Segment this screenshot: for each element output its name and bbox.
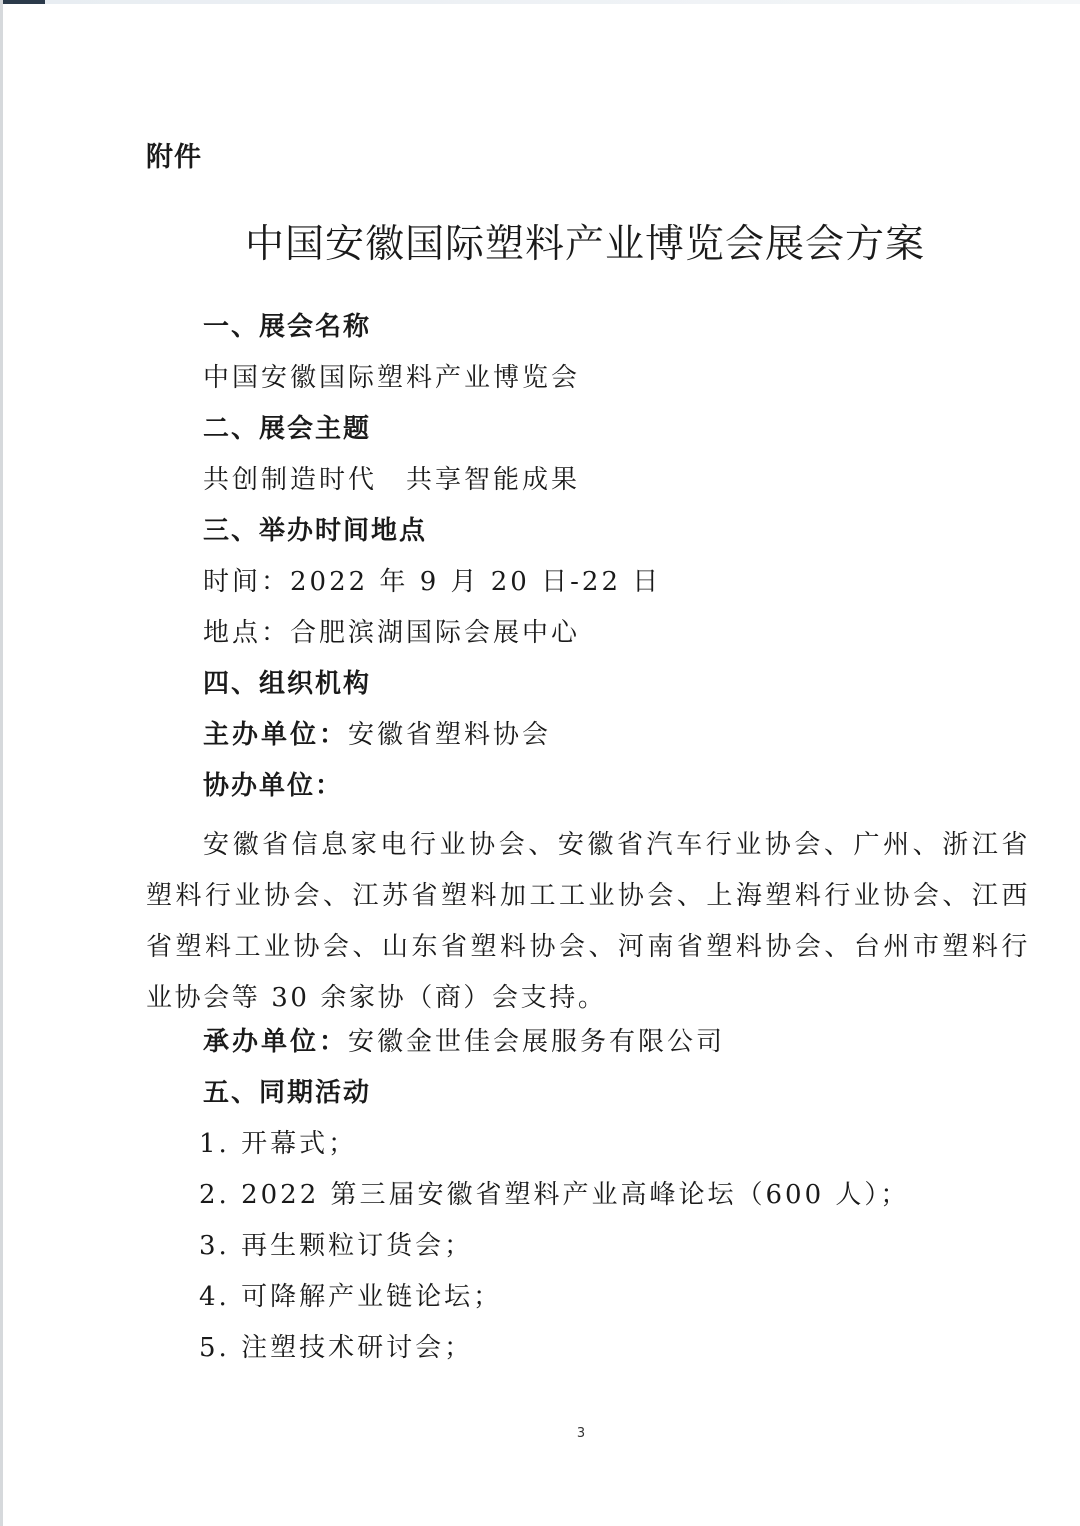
scan-top-edge	[0, 0, 1080, 4]
page-number: 3	[576, 1426, 586, 1441]
document-title: 中国安徽国际塑料产业博览会展会方案	[244, 222, 925, 267]
host-unit-label: 主办单位：	[203, 720, 349, 750]
expo-time: 时间：2022 年 9 月 20 日-22 日	[203, 567, 662, 597]
expo-theme: 共创制造时代 共享智能成果	[203, 465, 581, 495]
section-heading-activities: 五、同期活动	[203, 1078, 372, 1108]
organizer-unit	[203, 1025, 725, 1059]
expo-place: 地点：合肥滨湖国际会展中心	[203, 618, 581, 648]
organizer-unit-label: 承办单位：	[203, 1027, 349, 1057]
attachment-label: 附件	[146, 142, 202, 173]
co-unit-label: 协办单位：	[203, 771, 344, 801]
section-heading-theme: 二、展会主题	[203, 414, 372, 444]
activity-item: 1. 开幕式；	[199, 1129, 358, 1159]
host-unit-value: 安徽省塑料协会	[348, 720, 552, 750]
co-unit-paragraph: 安徽省信息家电行业协会、安徽省汽车行业协会、广州、浙江省塑料行业协会、江苏省塑料加工工业协会、上海塑料行业协会、江西省塑料工业协会、山东省塑料协会、河南省塑料协会、台州市塑料行业协会等 30 余家协（商）会支持。	[146, 830, 1030, 1013]
activity-item: 2. 2022 第三届安徽省塑料产业高峰论坛（600 人）；	[199, 1180, 910, 1210]
activity-item: 3. 再生颗粒订货会；	[199, 1231, 474, 1261]
organizer-unit-value: 安徽金世佳会展服务有限公司	[348, 1027, 726, 1057]
host-unit	[203, 718, 551, 752]
activity-item: 5. 注塑技术研讨会；	[199, 1333, 474, 1363]
activity-item: 4. 可降解产业链论坛；	[199, 1282, 503, 1312]
section-heading-name: 一、展会名称	[203, 312, 372, 342]
section-heading-organization: 四、组织机构	[203, 669, 372, 699]
expo-name: 中国安徽国际塑料产业博览会	[203, 363, 581, 393]
section-heading-time-place: 三、举办时间地点	[203, 516, 428, 546]
